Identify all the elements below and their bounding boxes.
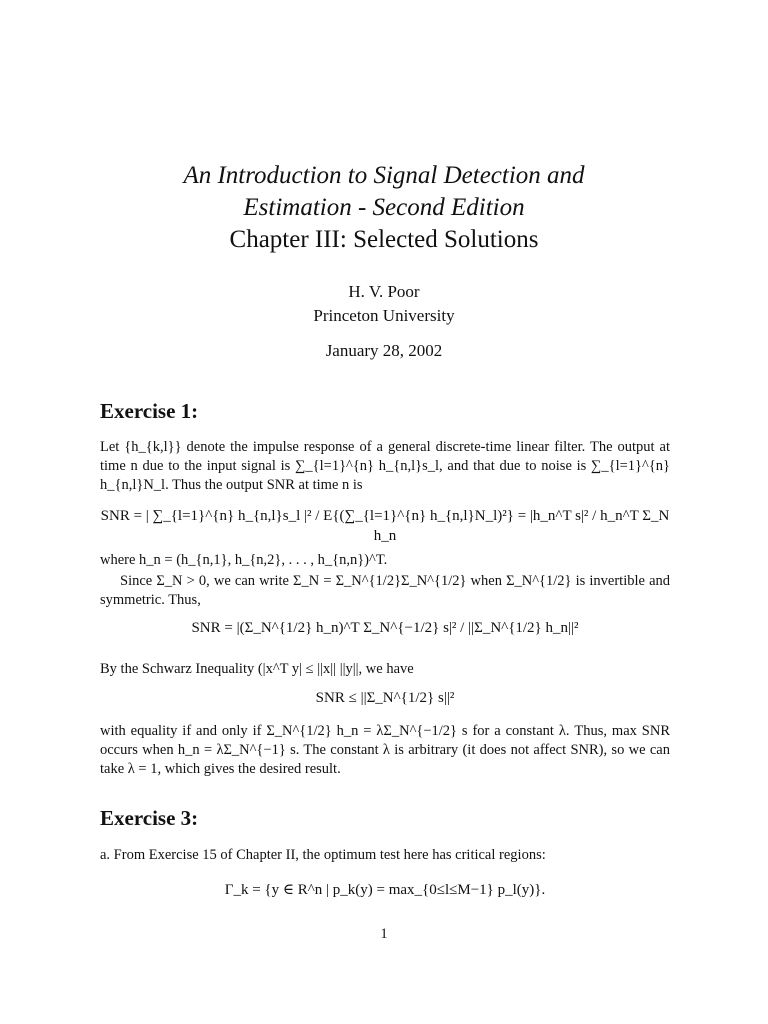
exercise-1-paragraph-5: with equality if and only if Σ_N^{1/2} h_n = λΣ_N^{−1/2} s for a constant λ. Thus, max SNR occurs when h_n = λΣ_N^{−1} s. The constant λ is arbitrary (it does not affect SNR), so we can take λ = 1, which gives the desired result. — [100, 723, 670, 777]
exercise-1-paragraph-2: where h_n = (h_{n,1}, h_{n,2}, . . . , h_{n,n})^T. — [100, 552, 388, 568]
title-line-2: Estimation - Second Edition — [243, 194, 525, 221]
exercise-1-paragraph-1: Let {h_{k,l}} denote the impulse response of a general discrete-time linear filter. The output at time n due to the input signal is ∑_{l=1}^{n} h_{n,l}s_l, and that due to noise is ∑_{l=1}^{n} h_{n,l}N_l. Thus the output SNR at time n is — [100, 439, 670, 493]
exercise-1-paragraph-3: Since Σ_N > 0, we can write Σ_N = Σ_N^{1/2}Σ_N^{1/2} when Σ_N^{1/2} is invertible and symmetric. Thus, — [100, 573, 670, 608]
title-line-1: An Introduction to Signal Detection and — [183, 162, 585, 189]
chapter-subtitle: Chapter III: Selected Solutions — [229, 226, 539, 253]
exercise-1-equation-2: SNR = |(Σ_N^{1/2} h_n)^T Σ_N^{−1/2} s|² / ||Σ_N^{1/2} h_n||² — [191, 620, 579, 636]
author-name: H. V. Poor — [348, 282, 420, 301]
exercise-1-equation-1: SNR = | ∑_{l=1}^{n} h_{n,l}s_l |² / E{(∑_{l=1}^{n} h_{n,l}N_l)²} = |h_n^T s|² / h_n^T Σ_N h_n — [100, 508, 670, 544]
page-number: 1 — [380, 926, 388, 942]
exercise-3-paragraph-1: a. From Exercise 15 of Chapter II, the optimum test here has critical regions: — [100, 847, 546, 863]
title-block — [0, 160, 768, 256]
author-block — [0, 280, 768, 328]
document-date: January 28, 2002 — [325, 341, 443, 360]
exercise-1-equation-3: SNR ≤ ||Σ_N^{1/2} s||² — [315, 690, 455, 706]
author-affiliation: Princeton University — [313, 306, 455, 325]
exercise-1-heading: Exercise 1: — [100, 399, 199, 423]
exercise-3-heading: Exercise 3: — [100, 806, 199, 830]
exercise-1-paragraph-4: By the Schwarz Inequality (|x^T y| ≤ ||x|| ||y||, we have — [100, 661, 414, 677]
exercise-3-equation-1: Γ_k = {y ∈ R^n | p_k(y) = max_{0≤l≤M−1} p_l(y)}. — [224, 882, 546, 898]
